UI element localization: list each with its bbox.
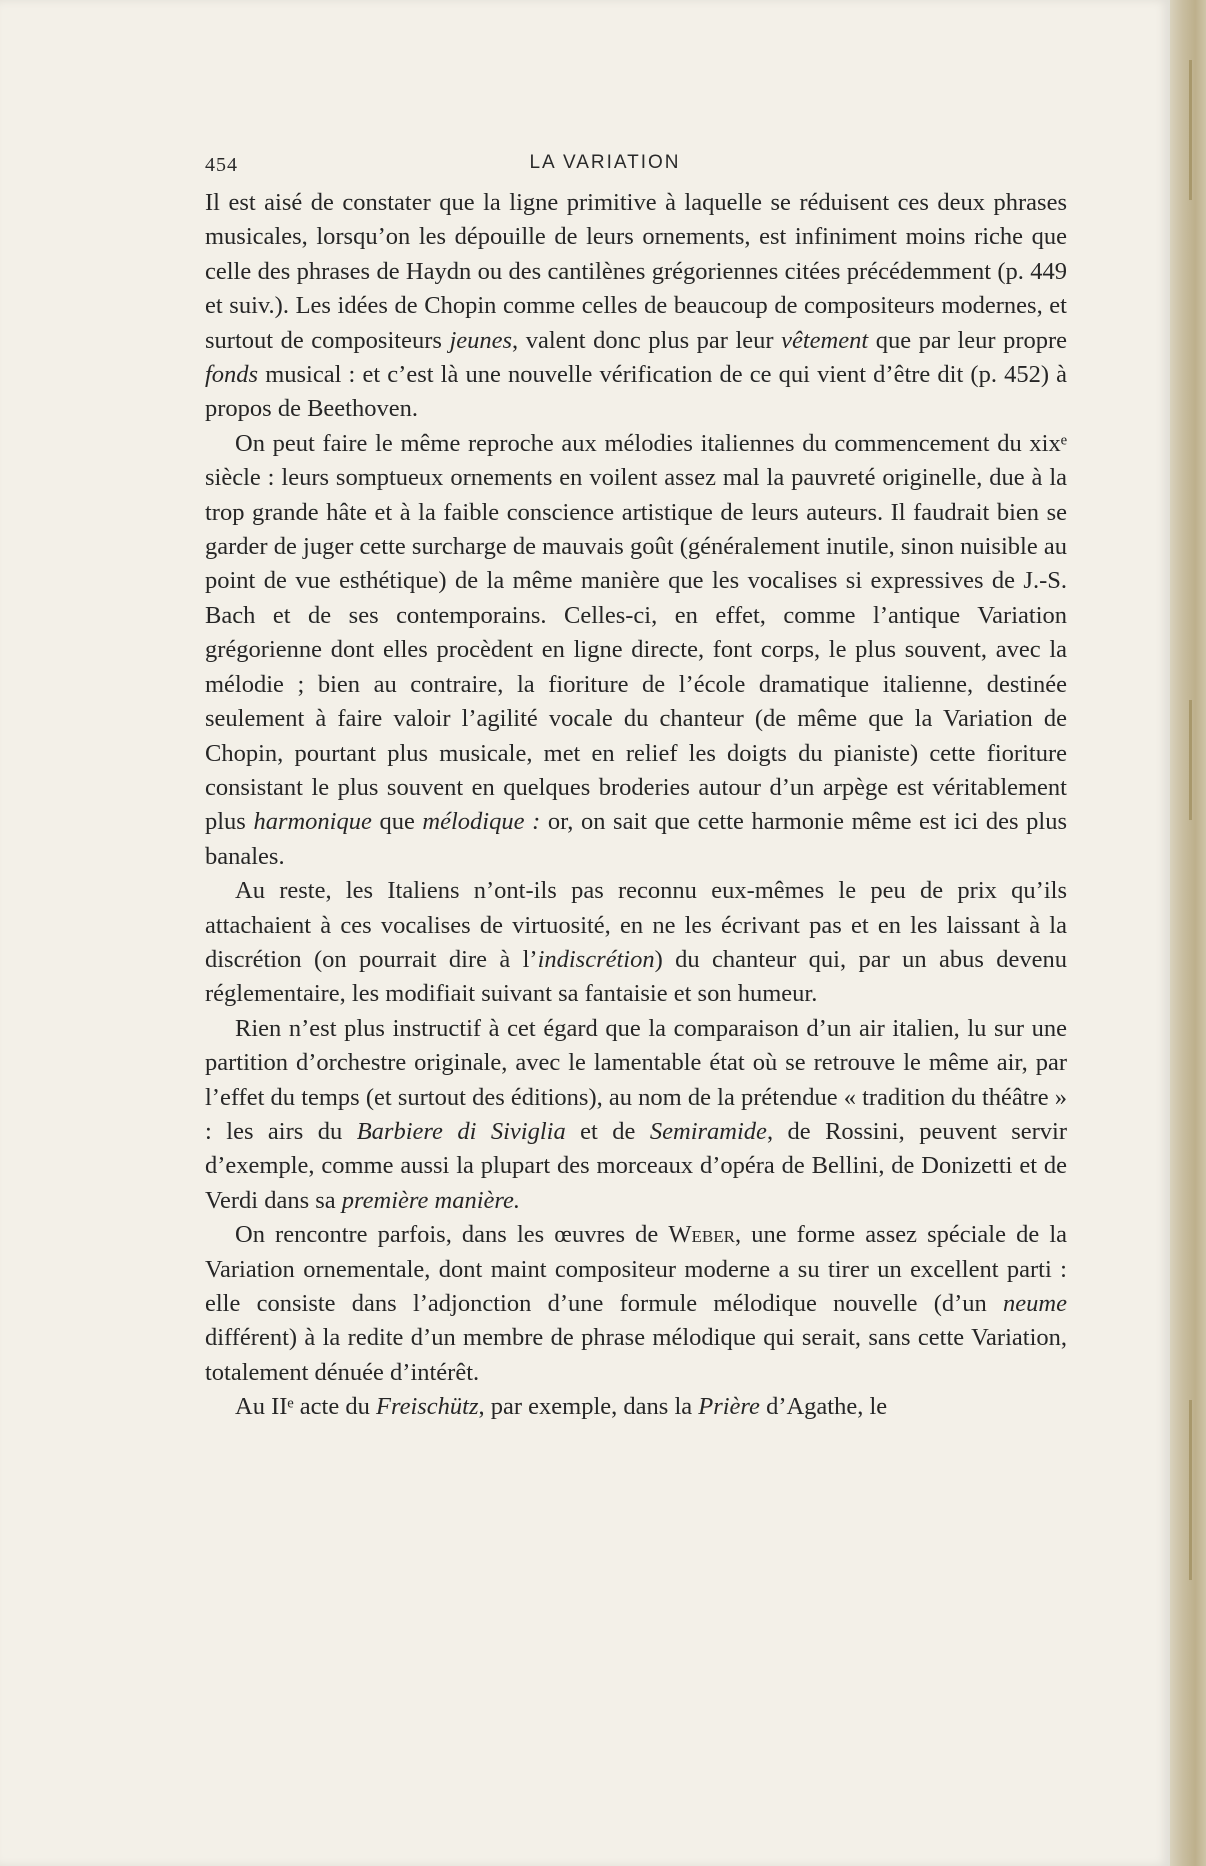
text-segment: , de Rossini, peuvent servir d’exemple, comme aussi la plupart des morceaux d’opéra de Bellini, de Donizetti et de Verdi dans sa [205,1117,1067,1214]
text-segment: et de [565,1117,650,1145]
edge-mark [1189,1400,1192,1580]
paragraph [205,1218,1067,1390]
italic-text: indiscrétion [537,945,655,973]
paragraph [205,1012,1067,1218]
text-segment: ) du chanteur qui, par un abus devenu réglementaire, les modifiait suivant sa fantaisie et son humeur. [205,945,1067,1008]
text-segment: que par leur propre [868,326,1068,354]
paragraph [205,874,1067,1012]
body-text [205,186,1067,1425]
running-title: LA VARIATION [529,152,681,173]
paragraph [205,427,1067,874]
text-segment: , par exemple, dans la [478,1393,699,1421]
text-segment: Il est aisé de constater que la ligne primitive à laquelle se réduisent ces deux phrases musicales, lorsqu’on les dépouille de leurs ornements, est infiniment moins riche que celle des phrases de Haydn ou des cantilènes grégoriennes citées précédemment (p. 449 et suiv.). Les idées de Chopin comme celles de beaucoup de compositeurs modernes, et surtout de compositeurs [205,189,1067,354]
text-segment: différent) à la redite d’un membre de phrase mélodique qui serait, sans cette Variation, totalement dénuée d’intérêt. [205,1324,1067,1386]
italic-text: jeunes [449,326,513,354]
italic-text: neume [1003,1290,1067,1317]
text-segment: Rien n’est plus instructif à cet égard que la comparaison d’un air italien, lu sur une partition d’orchestre originale, avec le lamentable état où se retrouve le même air, par l’effet du temps (et surtout des éditions), au nom de la prétendue « tradition du théâtre » : les airs du [205,1014,1067,1145]
text-segment: On peut faire le même reproche aux mélodies italiennes du commencement du xixᵉ siècle : leurs somptueux ornements en voilent assez mal la pauvreté originelle, due à la trop grande hâte et à la faible conscience artistique de leurs auteurs. Il faudrait bien se garder de juger cette surcharge de mauvais goût (généralement inutile, sinon nuisible au point de vue esthétique) de la même manière que les vocalises si expressives de J.-S. Bach et de ses contemporains. Celles-ci, en effet, comme l’antique Variation grégorienne dont elles procèdent en ligne directe, font corps, le plus souvent, avec la mélodie ; bien au contraire, la fioriture de l’école dramatique italienne, destinée seulement à faire valoir l’agilité vocale du chanteur (de même que la Variation de Chopin, pourtant plus musicale, met en relief les doigts du pianiste) cette fioriture consistant le plus souvent en quelques broderies autour d’un arpège est véritablement plus [205,429,1067,836]
text-segment: On rencontre parfois, dans les œuvres de [235,1221,669,1249]
text-segment: musical : et c’est là une nouvelle vérification de ce qui vient d’être dit (p. 452) à propos de Beethoven. [205,361,1067,423]
text-segment: Au IIᵉ acte du [235,1393,376,1421]
text-segment: d’Agathe, le [759,1393,888,1421]
text-segment: , une forme assez spéciale de la Variation ornementale, dont maint compositeur moderne a su tirer un excellent parti : elle consiste dans l’adjonction d’une formule mélodique nouvelle (d’un [205,1221,1067,1317]
italic-text: première manière. [341,1186,521,1214]
page-edge [1170,0,1206,1866]
italic-text: Prière [698,1393,760,1421]
paragraph [205,1390,1067,1424]
italic-text: fonds [205,361,259,389]
italic-text: harmonique [253,808,372,836]
italic-text: Freischütz [375,1393,479,1421]
page-header [205,150,1005,180]
italic-text: mélodique : [422,808,541,836]
text-segment: , valent donc plus par leur [512,326,782,354]
italic-text: Barbiere di Siviglia [356,1117,566,1145]
page-number: 454 [205,154,238,176]
paragraph [205,186,1067,427]
text-segment: Au reste, les Italiens n’ont-ils pas reconnu eux-mêmes le peu de prix qu’ils attachaient à ces vocalises de virtuosité, en ne les écrivant pas et en les laissant à la discrétion (on pourrait dire à l’ [205,877,1067,973]
smallcaps-text: Weber [668,1221,735,1249]
text-segment: or, on sait que cette harmonie même est ici des plus banales. [205,808,1068,870]
italic-text: vêtement [781,326,869,354]
text-segment: que [371,808,423,836]
italic-text: Semiramide [649,1117,767,1145]
edge-mark [1189,60,1192,200]
edge-mark [1189,700,1192,820]
